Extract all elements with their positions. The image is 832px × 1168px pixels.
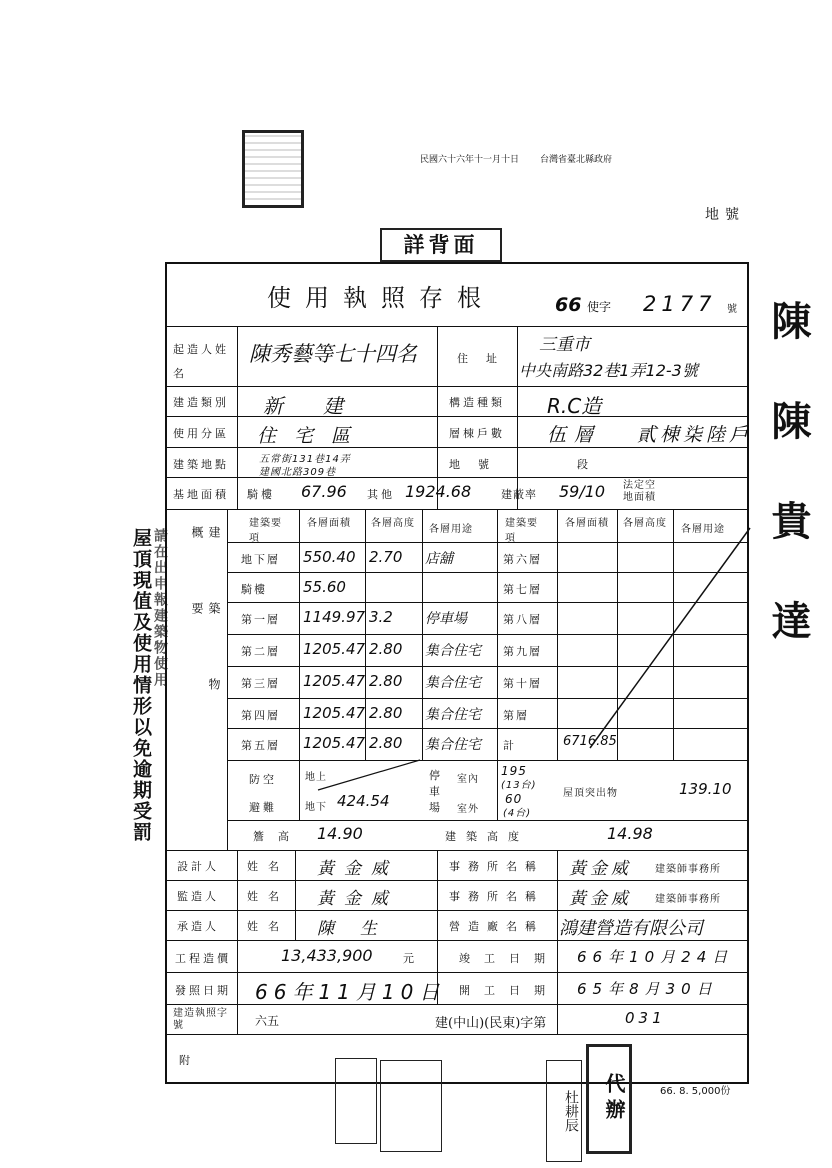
floor-area: 1205.47 xyxy=(303,734,366,752)
floor-name: 第二層 xyxy=(241,645,280,658)
floor-name: 地下層 xyxy=(241,553,280,566)
see-reverse-stamp: 詳背面 xyxy=(380,228,502,262)
floor-use: 集合住宅 xyxy=(425,707,481,723)
lot-label: 地號 xyxy=(449,458,507,471)
applicant-label: 起造人姓名 xyxy=(173,343,229,380)
agent-stamp: 代辦 xyxy=(586,1044,632,1154)
supervisor-office: 黃金威 xyxy=(569,889,632,909)
building-summary-label: 建築物概要 xyxy=(190,526,221,754)
header-height-2: 各層高度 xyxy=(623,518,667,529)
permit-label: 建造執照字號 xyxy=(173,1008,228,1031)
permit-number: 031 xyxy=(625,1009,666,1027)
parking-outdoor-count: (4台) xyxy=(503,808,532,819)
shelter-basement: 地下 xyxy=(305,802,327,813)
build-type-label: 建造類別 xyxy=(173,396,229,409)
floor-height: 3.2 xyxy=(369,608,393,626)
floor-name-right: 第九層 xyxy=(503,645,542,658)
floor-use: 集合住宅 xyxy=(425,737,481,753)
left-note-1: 屋頂現值及使用情形以免逾期受罰 xyxy=(130,528,152,843)
floor-name-right: 第層 xyxy=(503,709,529,722)
floor-name-right: 第七層 xyxy=(503,583,542,596)
officer-stamp-2 xyxy=(380,1060,442,1152)
floor-height: 2.80 xyxy=(369,704,403,722)
right-margin-text: 陳陳貴達 xyxy=(765,300,812,700)
other-value: 1924.68 xyxy=(405,482,472,501)
units-value: 貳棟柒陸戶 xyxy=(637,424,753,446)
print-note: 66. 8. 5,000份 xyxy=(660,1086,731,1097)
designer-office: 黃金威 xyxy=(569,859,632,879)
officer-stamp-1 xyxy=(335,1058,377,1144)
floor-use: 停車場 xyxy=(425,611,467,627)
lot-section: 段 xyxy=(577,458,591,471)
coverage-label: 建蔽率 xyxy=(501,488,537,501)
permit-year: 66 xyxy=(555,294,582,316)
address-value: 中央南路32巷1弄12-3號 xyxy=(519,361,698,380)
floor-name-right: 第十層 xyxy=(503,677,542,690)
header-use-2: 各層用途 xyxy=(681,524,725,535)
header-area: 各層面積 xyxy=(307,518,351,529)
parking-outdoor: 室外 xyxy=(457,804,479,815)
designer-name-label: 姓名 xyxy=(247,860,289,873)
building-height-label: 建築高度 xyxy=(445,830,529,843)
structure-label: 構造種類 xyxy=(449,396,505,409)
address-label: 住址 xyxy=(457,352,515,365)
floor-area: 1149.97 xyxy=(303,608,366,626)
start-value: 65年8月30日 xyxy=(577,980,718,998)
open-space-label: 法定空地面積 xyxy=(623,480,656,503)
agent-name-stamp: 杜耕辰 xyxy=(546,1060,582,1162)
coverage-value: 59/10 xyxy=(559,482,606,501)
address-city: 三重市 xyxy=(539,335,590,355)
roof-label: 屋頂突出物 xyxy=(563,788,618,799)
designer-name: 黃金威 xyxy=(317,859,398,879)
permit-no-label: 使字 xyxy=(587,300,612,314)
supervisor-name: 黃金威 xyxy=(317,889,398,909)
top-note-right: 台灣省臺北縣政府 xyxy=(540,155,613,165)
arcade-value: 67.96 xyxy=(301,482,347,501)
supervisor-office-suffix: 建築師事務所 xyxy=(655,894,721,905)
parking-indoor-count: (13台) xyxy=(501,780,537,791)
floors-value: 伍層 xyxy=(547,424,602,446)
structure-value: R.C造 xyxy=(547,394,602,418)
parking-indoor: 室內 xyxy=(457,774,479,785)
floor-area: 55.60 xyxy=(303,578,346,596)
floor-name: 第一層 xyxy=(241,613,280,626)
parking-label: 停車場 xyxy=(429,769,443,814)
applicant-value: 陳秀藝等七十四名 xyxy=(249,342,417,366)
designer-office-label: 事務所名稱 xyxy=(449,860,544,873)
site-label: 建築地點 xyxy=(173,458,229,471)
permit-prefix: 六五 xyxy=(255,1014,280,1028)
shelter-label: 防空避難 xyxy=(249,773,277,814)
other-label: 其他 xyxy=(367,488,395,501)
site-value-1: 五常街131巷14弄 xyxy=(259,454,351,465)
attach-label: 附 xyxy=(179,1054,193,1067)
parking-indoor-value: 195 xyxy=(501,764,527,778)
floor-area: 1205.47 xyxy=(303,640,366,658)
supervisor-label: 監造人 xyxy=(177,890,219,903)
floor-height: 2.80 xyxy=(369,734,403,752)
site-area-label: 基地面積 xyxy=(173,488,229,501)
company-label: 營造廠名稱 xyxy=(449,920,544,933)
building-height-value: 14.98 xyxy=(607,824,653,843)
floor-name: 第三層 xyxy=(241,677,280,690)
designer-office-suffix: 建築師事務所 xyxy=(655,864,721,875)
arcade-label: 騎樓 xyxy=(247,488,275,501)
floor-name: 騎樓 xyxy=(241,583,267,596)
floor-name: 第五層 xyxy=(241,739,280,752)
floor-area: 1205.47 xyxy=(303,704,366,722)
designer-label: 設計人 xyxy=(177,860,219,873)
left-note-2: 請在出申報建築物使用 xyxy=(152,528,168,688)
permit-mid: 建(中山)(民東)字第 xyxy=(435,1016,547,1031)
contractor-label: 承造人 xyxy=(177,920,219,933)
floor-area: 1205.47 xyxy=(303,672,366,690)
floor-use: 集合住宅 xyxy=(425,643,481,659)
shelter-ground: 地上 xyxy=(305,772,327,783)
parking-outdoor-value: 60 xyxy=(505,792,523,806)
contractor-name: 陳生 xyxy=(317,919,403,939)
floor-height: 2.80 xyxy=(369,640,403,658)
issue-label: 發照日期 xyxy=(175,984,231,997)
floor-use: 店舖 xyxy=(425,551,453,567)
eave-height-value: 14.90 xyxy=(317,824,363,843)
permit-no: 2177 xyxy=(643,292,717,316)
use-zone-value: 住宅區 xyxy=(257,425,369,447)
header-area-2: 各層面積 xyxy=(565,518,609,529)
shelter-basement-value: 424.54 xyxy=(337,792,390,810)
supervisor-name-label: 姓名 xyxy=(247,890,289,903)
header-use: 各層用途 xyxy=(429,524,473,535)
floor-name-right: 第六層 xyxy=(503,553,542,566)
floor-use: 集合住宅 xyxy=(425,675,481,691)
floor-name-right: 第八層 xyxy=(503,613,542,626)
cost-label: 工程造價 xyxy=(175,952,231,965)
floors-label: 層棟戶數 xyxy=(449,427,505,440)
build-type-value: 新建 xyxy=(263,394,383,418)
use-zone-label: 使用分區 xyxy=(173,427,229,440)
contractor-name-label: 姓名 xyxy=(247,920,289,933)
header-item-2: 建築要項 xyxy=(505,518,538,544)
floor-area: 550.40 xyxy=(303,548,356,566)
floor-height: 2.70 xyxy=(369,548,403,566)
floor-height: 2.80 xyxy=(369,672,403,690)
floor-name: 第四層 xyxy=(241,709,280,722)
start-label: 開工日期 xyxy=(459,984,559,997)
cost-value: 13,433,900 xyxy=(281,946,373,965)
supervisor-office-label: 事務所名稱 xyxy=(449,890,544,903)
total-value: 6716.85 xyxy=(563,734,617,749)
company-value: 鴻建營造有限公司 xyxy=(559,918,703,939)
floor-name-right: 計 xyxy=(503,739,516,752)
top-note-left: 民國六十六年十一月十日 xyxy=(420,155,520,165)
land-number-label: 地號 xyxy=(705,207,745,223)
permit-no-suffix: 號 xyxy=(727,304,737,315)
site-value-2: 建國北路309巷 xyxy=(259,467,337,478)
header-item: 建築要項 xyxy=(249,518,282,544)
eave-height-label: 簷高 xyxy=(253,830,303,843)
roof-value: 139.10 xyxy=(679,780,732,798)
complete-label: 竣工日期 xyxy=(459,952,559,965)
header-height: 各層高度 xyxy=(371,518,415,529)
form-title: 使用執照存根 xyxy=(267,284,495,312)
cost-unit: 元 xyxy=(403,952,417,965)
issue-value: 66年11月10日 xyxy=(255,980,446,1004)
complete-value: 66年10月24日 xyxy=(577,948,734,966)
